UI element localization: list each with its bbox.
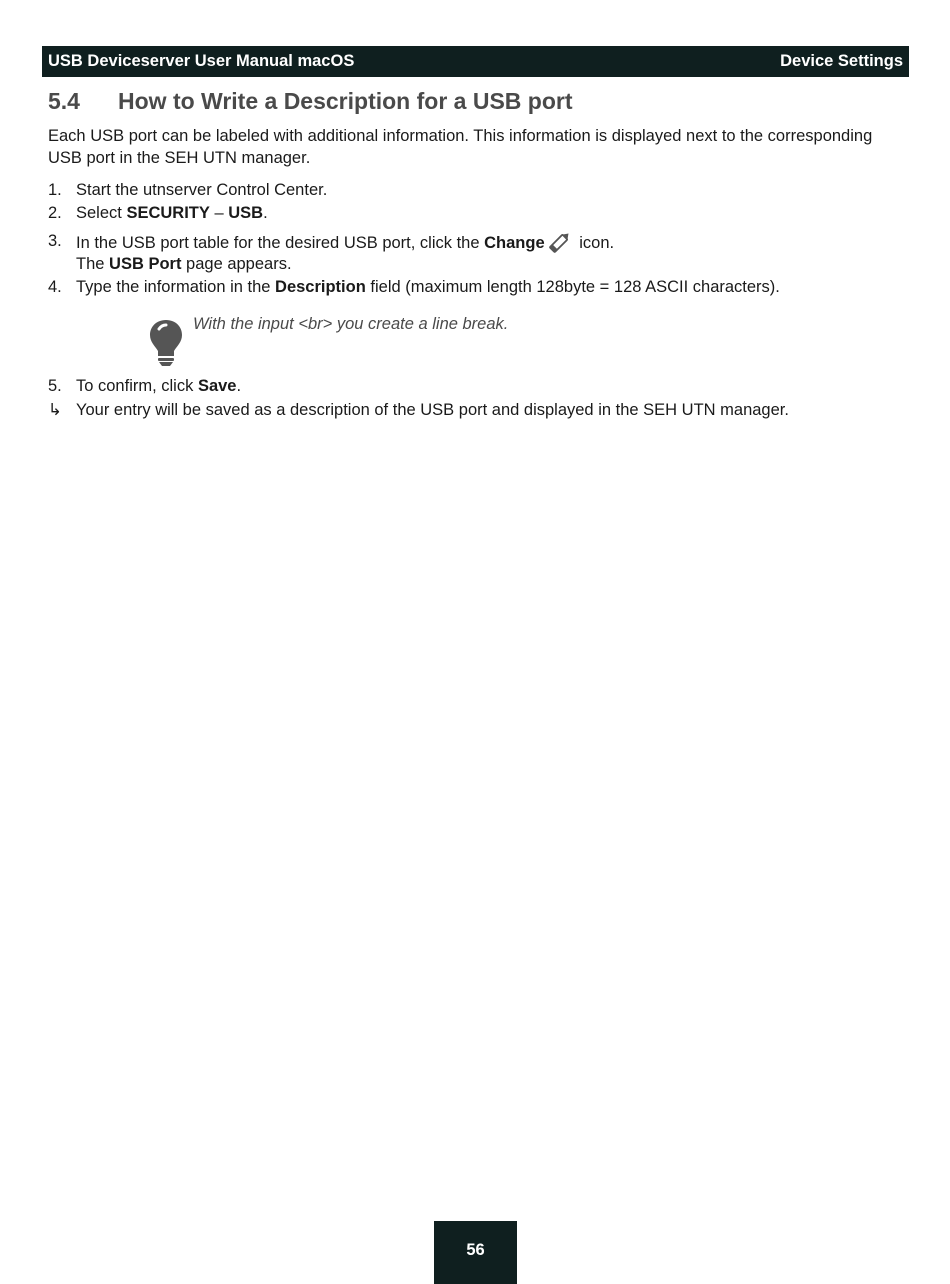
step-number: 1.	[48, 181, 62, 199]
result-arrow-icon: ↳	[48, 401, 62, 419]
step-4	[48, 276, 780, 298]
step-text: Type the information in the	[76, 278, 276, 296]
usb-port-label: USB Port	[109, 255, 182, 273]
step-2	[48, 202, 268, 224]
section-heading	[48, 88, 573, 115]
step-number: 4.	[48, 278, 62, 296]
step-punct: .	[236, 377, 242, 395]
step-5	[48, 375, 241, 397]
result-text: Your entry will be saved as a description of the USB port and displayed in the SEH UTN manager.	[76, 401, 789, 419]
step-separator: –	[209, 204, 229, 222]
step-number: 3.	[48, 232, 62, 250]
step-text: Start the utnserver Control Center.	[76, 181, 328, 199]
step-3	[48, 230, 614, 254]
running-header	[42, 46, 909, 77]
pencil-icon	[547, 230, 573, 254]
menu-security: SECURITY	[126, 204, 210, 222]
result-line	[48, 399, 789, 421]
step-text-end: field (maximum length 128byte = 128 ASCII characters).	[365, 278, 780, 296]
lightbulb-icon	[148, 318, 184, 368]
change-label: Change	[484, 234, 545, 252]
step-number: 2.	[48, 204, 62, 222]
menu-usb: USB	[228, 204, 264, 222]
step-punct: .	[263, 204, 268, 222]
step-1	[48, 179, 327, 201]
section-number: 5.4	[48, 88, 80, 114]
cont-text-end: page appears.	[181, 255, 292, 273]
description-label: Description	[275, 278, 366, 296]
page-number: 56	[434, 1221, 517, 1284]
step-3-result	[76, 253, 292, 275]
step-text: In the USB port table for the desired USB port, click the	[76, 234, 485, 252]
tip-text: With the input <br> you create a line break.	[193, 315, 509, 333]
step-text: To confirm, click	[76, 377, 198, 395]
section-title: How to Write a Description for a USB port	[118, 88, 573, 114]
save-label: Save	[197, 377, 237, 395]
step-text-end: icon.	[574, 234, 615, 252]
cont-text: The	[76, 255, 110, 273]
manual-title: USB Deviceserver User Manual macOS	[48, 52, 355, 70]
chapter-title: Device Settings	[780, 52, 903, 70]
step-number: 5.	[48, 377, 62, 395]
step-text: Select	[76, 204, 127, 222]
intro-paragraph: Each USB port can be labeled with additional information. This information is displayed next to the corresponding USB port in the SEH UTN manager.	[48, 127, 873, 167]
